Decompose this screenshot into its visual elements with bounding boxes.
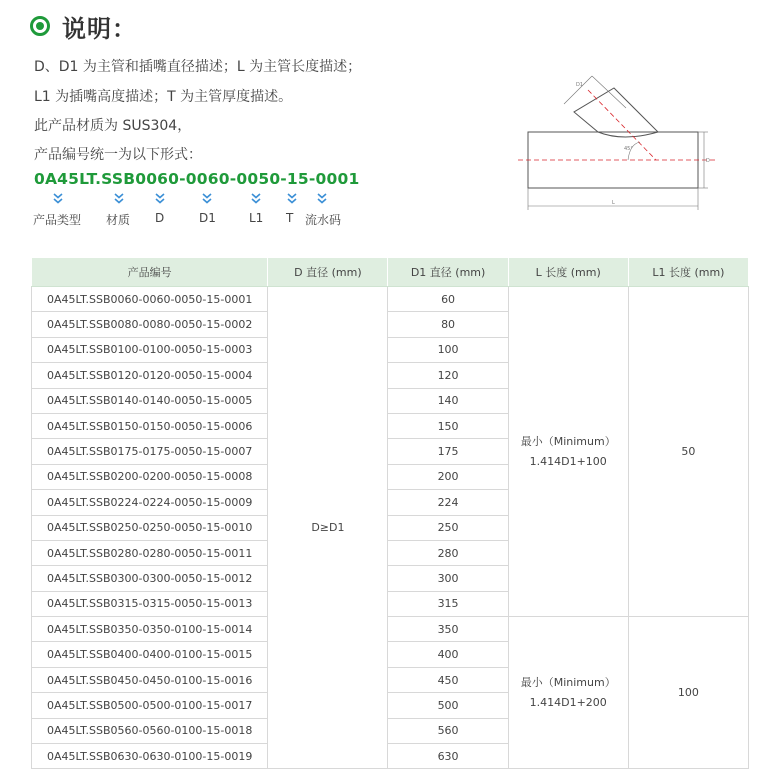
cell-product-code: 0A45LT.SSB0300-0300-0050-15-0012 [32, 566, 268, 591]
double-chevron-down-icon [51, 191, 65, 205]
cell-product-code: 0A45LT.SSB0080-0080-0050-15-0002 [32, 312, 268, 337]
cell-d1-diameter: 140 [388, 388, 508, 413]
double-chevron-down-icon [315, 191, 329, 205]
description-line-3: 此产品材质为 SUS304， [34, 118, 192, 134]
double-chevron-down-icon [153, 191, 167, 205]
cell-d1-diameter: 350 [388, 617, 508, 642]
d1-dimension-label: D1 [576, 82, 584, 88]
angle-label: 45° [624, 146, 633, 152]
cell-product-code: 0A45LT.SSB0350-0350-0100-15-0014 [32, 617, 268, 642]
double-chevron-down-icon [249, 191, 263, 205]
cell-product-code: 0A45LT.SSB0630-0630-0100-15-0019 [32, 744, 268, 769]
header-d-diameter: D 直径 (mm) [268, 258, 388, 287]
d-dimension-label: D [706, 158, 710, 164]
cell-l1-length: 100 [628, 617, 748, 769]
spec-table [31, 257, 749, 769]
table-header-row [32, 258, 749, 287]
cell-product-code: 0A45LT.SSB0224-0224-0050-15-0009 [32, 490, 268, 515]
code-label-product-type: 产品类型 [33, 213, 82, 227]
cell-l1-length: 50 [628, 287, 748, 617]
header-l1-length: L1 长度 (mm) [628, 258, 748, 287]
cell-l-length [508, 617, 628, 769]
l-length-line-2: 1.414D1+100 [529, 454, 607, 468]
cell-d1-diameter: 150 [388, 413, 508, 438]
cell-d1-diameter: 200 [388, 464, 508, 489]
cell-product-code: 0A45LT.SSB0280-0280-0050-15-0011 [32, 540, 268, 565]
cell-product-code: 0A45LT.SSB0560-0560-0100-15-0018 [32, 718, 268, 743]
description-line-4: 产品编号统一为以下形式： [34, 147, 202, 163]
branch-pipe [574, 88, 658, 132]
code-label-l1: L1 [249, 211, 264, 225]
cell-d1-diameter: 280 [388, 540, 508, 565]
cell-d1-diameter: 450 [388, 667, 508, 692]
code-label-serial: 流水码 [305, 213, 342, 227]
cell-product-code: 0A45LT.SSB0140-0140-0050-15-0005 [32, 388, 268, 413]
cell-product-code: 0A45LT.SSB0400-0400-0100-15-0015 [32, 642, 268, 667]
cell-product-code: 0A45LT.SSB0500-0500-0100-15-0017 [32, 693, 268, 718]
cell-product-code: 0A45LT.SSB0060-0060-0050-15-0001 [32, 287, 268, 312]
header-l-length: L 长度 (mm) [508, 258, 628, 287]
cell-d1-diameter: 224 [388, 490, 508, 515]
cell-d1-diameter: 315 [388, 591, 508, 616]
double-chevron-down-icon [200, 191, 214, 205]
l-length-line-2: 1.414D1+200 [529, 695, 607, 709]
cell-d1-diameter: 100 [388, 337, 508, 362]
cell-d1-diameter: 120 [388, 363, 508, 388]
cell-product-code: 0A45LT.SSB0315-0315-0050-15-0013 [32, 591, 268, 616]
cell-product-code: 0A45LT.SSB0450-0450-0100-15-0016 [32, 667, 268, 692]
l-length-line-1: 最小（Minimum） [520, 675, 616, 689]
code-label-d1: D1 [199, 211, 216, 225]
table-row [32, 287, 749, 312]
cell-product-code: 0A45LT.SSB0175-0175-0050-15-0007 [32, 439, 268, 464]
section-heading [30, 8, 137, 44]
cell-product-code: 0A45LT.SSB0200-0200-0050-15-0008 [32, 464, 268, 489]
header-product-code: 产品编号 [32, 258, 268, 287]
product-code-example: 0A45LT.SSB0060-0060-0050-15-0001 [34, 170, 360, 188]
code-label-t: T [286, 211, 294, 225]
code-label-d: D [155, 211, 165, 225]
cell-l-length [508, 287, 628, 617]
cell-d1-diameter: 300 [388, 566, 508, 591]
l-dimension-label: L [612, 200, 615, 206]
cell-product-code: 0A45LT.SSB0250-0250-0050-15-0010 [32, 515, 268, 540]
cell-d1-diameter: 630 [388, 744, 508, 769]
table-row [32, 617, 749, 642]
cell-d1-diameter: 80 [388, 312, 508, 337]
cell-d1-diameter: 400 [388, 642, 508, 667]
description-line-2: L1 为插嘴高度描述；T 为主管厚度描述。 [34, 89, 293, 105]
double-chevron-down-icon [112, 191, 126, 205]
radio-bullet-icon [30, 16, 50, 36]
cell-d1-diameter: 500 [388, 693, 508, 718]
cell-d1-diameter: 175 [388, 439, 508, 464]
cell-product-code: 0A45LT.SSB0150-0150-0050-15-0006 [32, 413, 268, 438]
cell-d1-diameter: 250 [388, 515, 508, 540]
cell-d1-diameter: 60 [388, 287, 508, 312]
section-title: 说明： [62, 14, 137, 43]
header-d1-diameter: D1 直径 (mm) [388, 258, 508, 287]
lateral-tee-diagram [518, 72, 716, 214]
double-chevron-down-icon [285, 191, 299, 205]
code-label-material: 材质 [106, 213, 131, 227]
cell-product-code: 0A45LT.SSB0120-0120-0050-15-0004 [32, 363, 268, 388]
cell-d-diameter: D≥D1 [268, 287, 388, 769]
cell-d1-diameter: 560 [388, 718, 508, 743]
cell-product-code: 0A45LT.SSB0100-0100-0050-15-0003 [32, 337, 268, 362]
l-length-line-1: 最小（Minimum） [520, 434, 616, 448]
description-line-1: D、D1 为主管和插嘴直径描述；L 为主管长度描述； [34, 59, 362, 75]
